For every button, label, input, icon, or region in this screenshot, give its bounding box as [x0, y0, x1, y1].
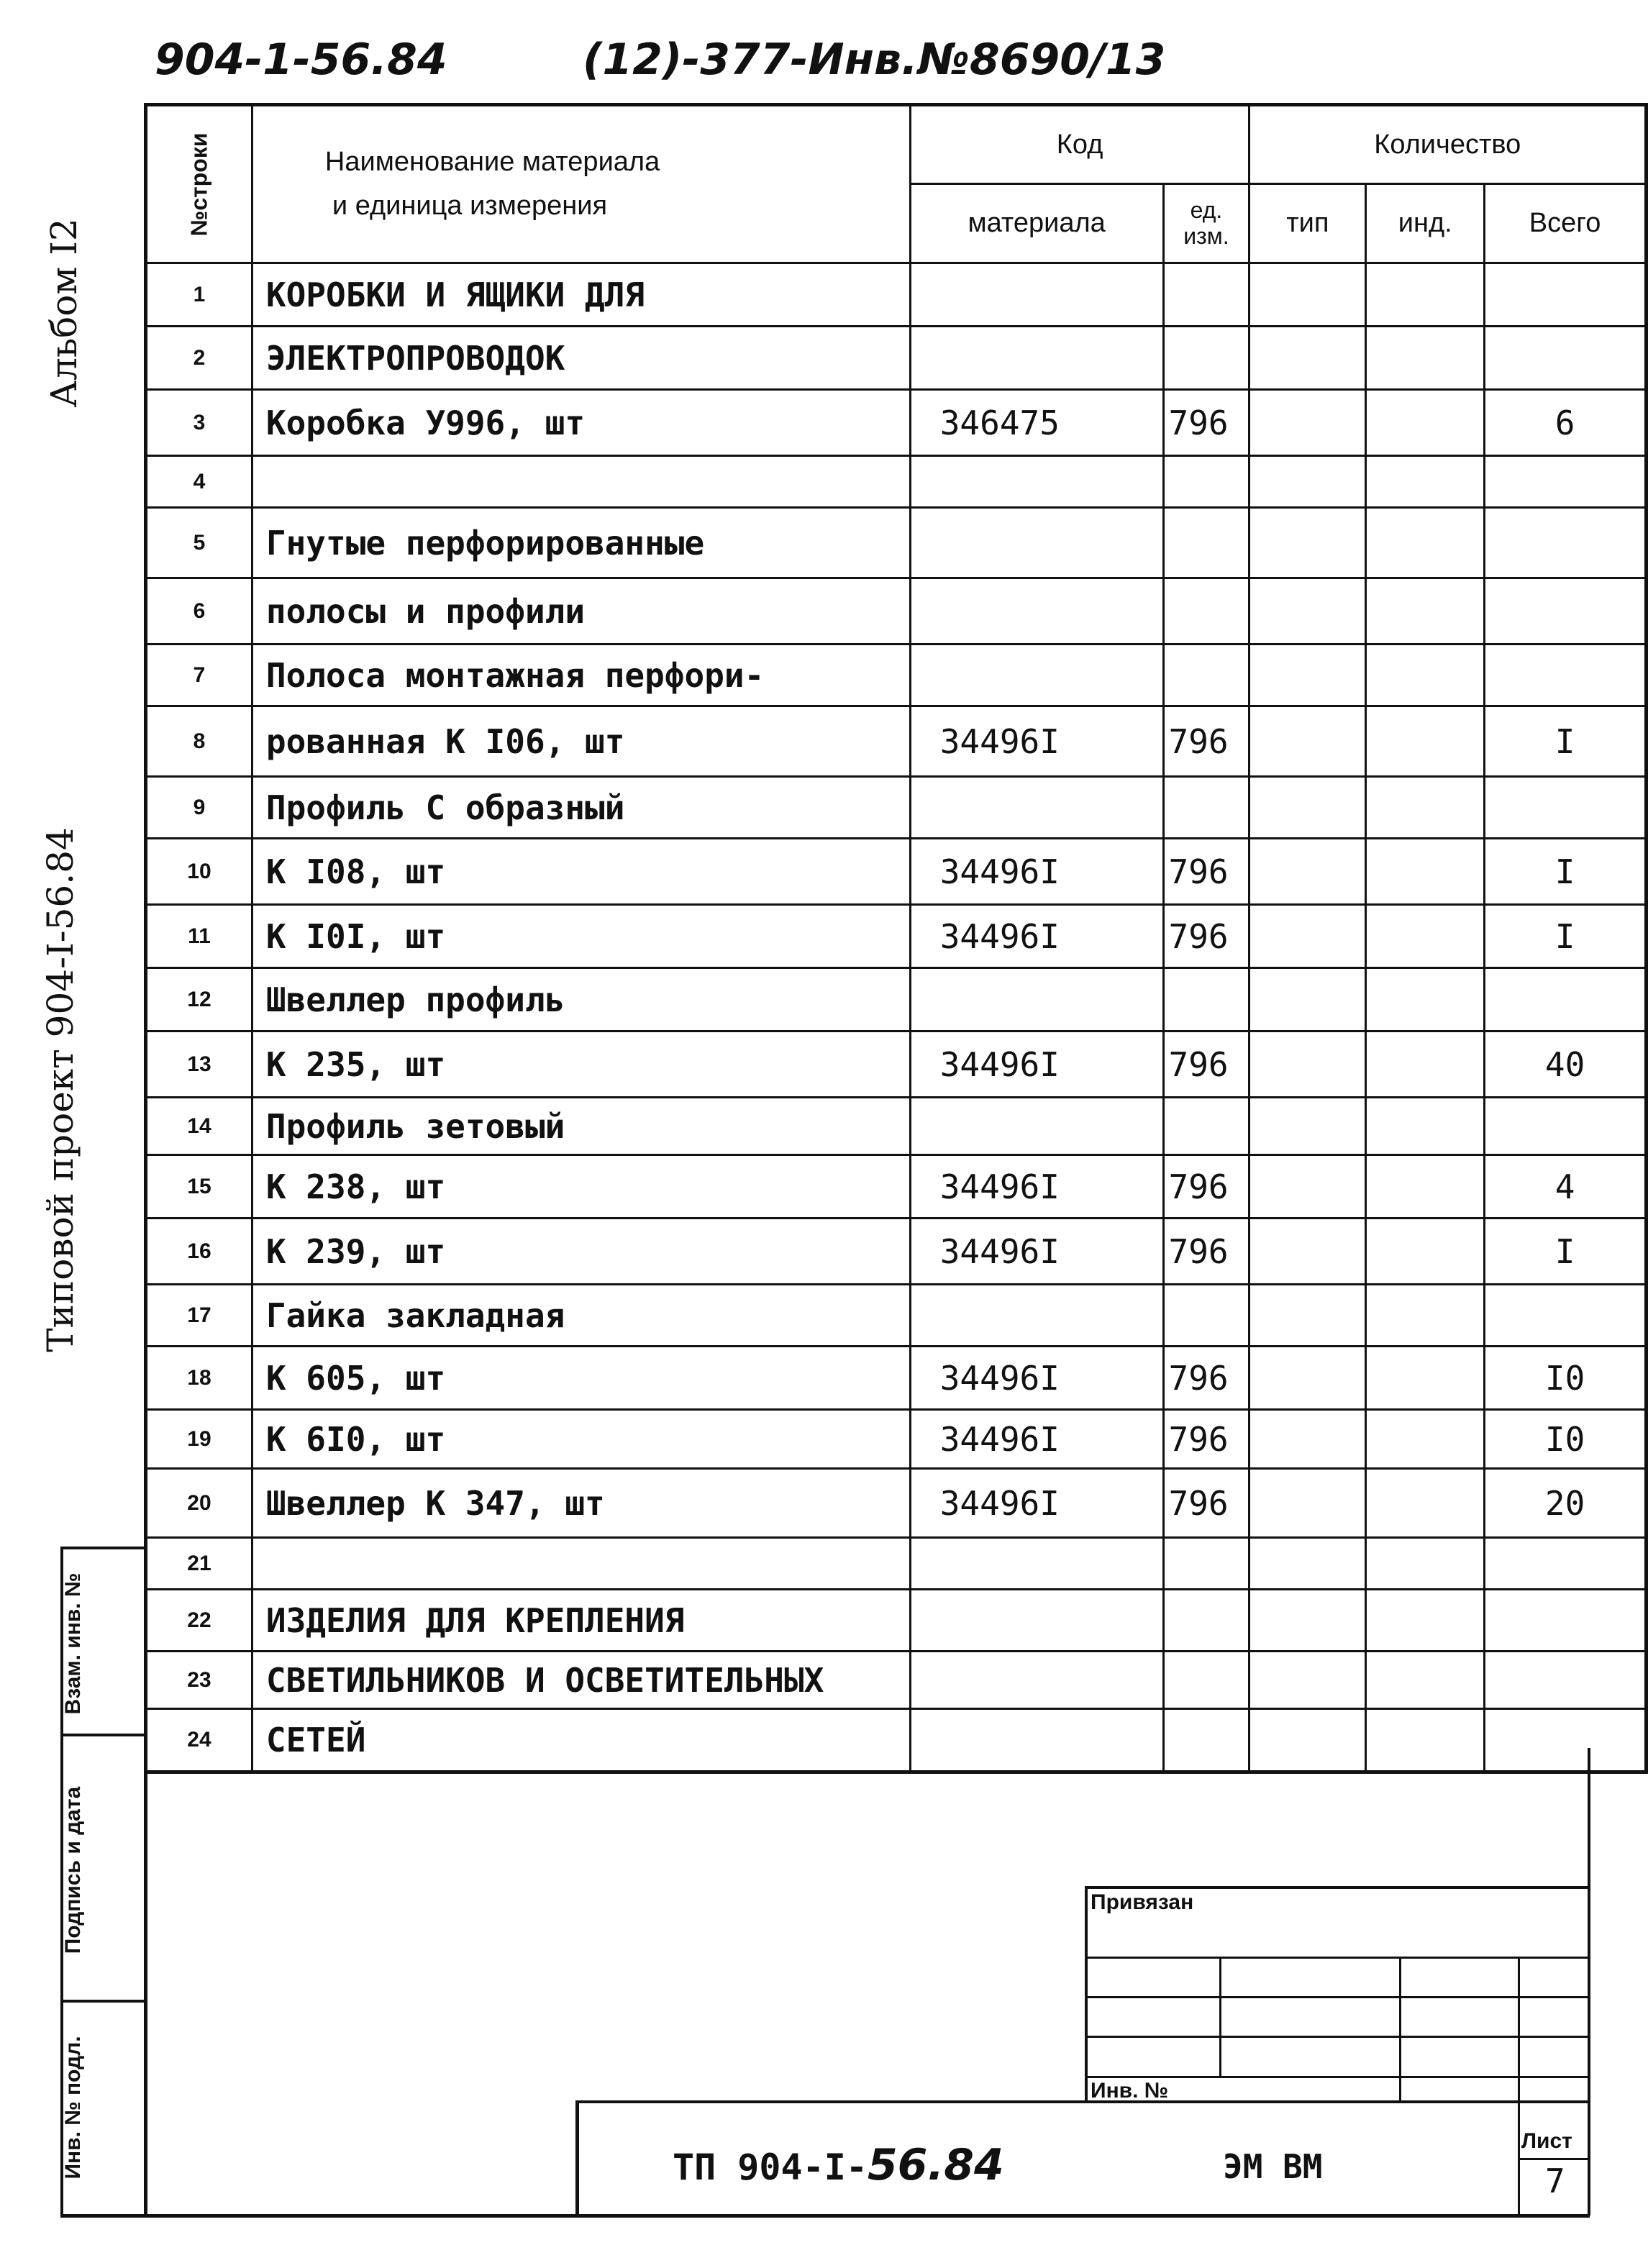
row-number-cell: 18 — [146, 1347, 252, 1410]
qty-total-cell — [1485, 1652, 1647, 1709]
unit-code-cell — [1163, 578, 1249, 645]
table-row — [146, 327, 1647, 390]
table-row — [146, 1219, 1647, 1285]
table-row — [146, 1652, 1647, 1709]
unit-code-cell — [1163, 1652, 1249, 1709]
unit-code-cell — [1163, 1709, 1249, 1772]
material-code-cell: 34496I — [910, 839, 1163, 905]
qty-total-cell: 40 — [1485, 1031, 1647, 1098]
material-name-cell: Полоса монтажная перфори- — [252, 645, 910, 706]
qty-ind-cell — [1366, 1652, 1485, 1709]
unit-code-cell — [1163, 777, 1249, 839]
col-row-number-header: №строки — [146, 105, 252, 263]
table-row — [146, 508, 1647, 578]
qty-type-cell — [1249, 1155, 1366, 1219]
row-number-cell: 23 — [146, 1652, 252, 1709]
qty-total-cell — [1485, 578, 1647, 645]
qty-type-cell — [1249, 1410, 1366, 1469]
qty-type-cell — [1249, 1285, 1366, 1347]
material-code-cell — [910, 1285, 1163, 1347]
replace-inv-label: Взам. инв. № — [61, 1572, 85, 1715]
material-code-cell — [910, 456, 1163, 508]
col-quantity-header: Количество — [1249, 105, 1647, 184]
row-number-cell: 5 — [146, 508, 252, 578]
bound-box-col-3 — [1518, 1957, 1520, 2215]
unit-code-cell: 796 — [1163, 1031, 1249, 1098]
row-number-cell: 17 — [146, 1285, 252, 1347]
col-unit-header: ед. изм. — [1163, 184, 1249, 263]
qty-total-cell — [1485, 968, 1647, 1031]
row-number-cell: 7 — [146, 645, 252, 706]
qty-type-cell — [1249, 1031, 1366, 1098]
row-number-cell: 2 — [146, 327, 252, 390]
sign-date-label: Подпись и дата — [61, 1786, 85, 1954]
qty-type-cell — [1249, 968, 1366, 1031]
qty-type-cell — [1249, 456, 1366, 508]
qty-type-cell — [1249, 390, 1366, 456]
qty-total-cell — [1485, 263, 1647, 327]
qty-ind-cell — [1366, 1155, 1485, 1219]
table-row — [146, 1469, 1647, 1538]
unit-code-cell — [1163, 645, 1249, 706]
material-name-cell: К 235, шт — [252, 1031, 910, 1098]
material-name-cell: Гайка закладная — [252, 1285, 910, 1347]
col-material-header: материала — [910, 184, 1163, 263]
qty-type-cell — [1249, 578, 1366, 645]
qty-type-cell — [1249, 839, 1366, 905]
unit-code-cell: 796 — [1163, 839, 1249, 905]
row-number-cell: 13 — [146, 1031, 252, 1098]
unit-code-cell: 796 — [1163, 1469, 1249, 1538]
bound-box-col-2 — [1399, 1957, 1401, 2100]
table-row — [146, 578, 1647, 645]
material-code-cell — [910, 508, 1163, 578]
material-name-cell: Профиль С образный — [252, 777, 910, 839]
qty-type-cell — [1249, 263, 1366, 327]
col-total-header: Всего — [1485, 184, 1647, 263]
qty-ind-cell — [1366, 508, 1485, 578]
sheet-cell-divider — [1518, 2158, 1590, 2160]
table-row — [146, 1590, 1647, 1652]
material-name-cell: ИЗДЕЛИЯ ДЛЯ КРЕПЛЕНИЯ — [252, 1590, 910, 1652]
unit-code-cell: 796 — [1163, 1219, 1249, 1285]
row-number-cell: 6 — [146, 578, 252, 645]
bound-label: Привязан — [1091, 1890, 1194, 1914]
qty-type-cell — [1249, 327, 1366, 390]
qty-type-cell — [1249, 645, 1366, 706]
material-code-cell: 34496I — [910, 905, 1163, 968]
inventory-number-handwritten: (12)-377-Инв.№8690/13 — [583, 35, 1166, 85]
qty-total-cell — [1485, 1709, 1647, 1772]
col-code-header: Код — [910, 105, 1249, 184]
unit-code-cell — [1163, 327, 1249, 390]
stamp-top — [60, 1547, 147, 1549]
project-label: Типовой проект 904-I-56.84 — [40, 827, 81, 1352]
qty-ind-cell — [1366, 1469, 1485, 1538]
material-name-cell: Швеллер К 347, шт — [252, 1469, 910, 1538]
row-number-cell: 15 — [146, 1155, 252, 1219]
document-code: ТП 904-I-56.84 — [673, 2140, 1004, 2190]
material-name-cell: СЕТЕЙ — [252, 1709, 910, 1772]
material-name-cell: К 239, шт — [252, 1219, 910, 1285]
material-code-cell: 34496I — [910, 1410, 1163, 1469]
qty-ind-cell — [1366, 1285, 1485, 1347]
table-row — [146, 645, 1647, 706]
unit-code-cell: 796 — [1163, 905, 1249, 968]
table-row — [146, 1538, 1647, 1590]
material-code-cell — [910, 263, 1163, 327]
material-code-cell — [910, 777, 1163, 839]
right-border — [1588, 1748, 1590, 2215]
unit-code-cell: 796 — [1163, 1155, 1249, 1219]
material-name-cell: К 238, шт — [252, 1155, 910, 1219]
material-name-cell: КОРОБКИ И ЯЩИКИ ДЛЯ — [252, 263, 910, 327]
qty-type-cell — [1249, 1709, 1366, 1772]
qty-type-cell — [1249, 777, 1366, 839]
material-name-cell: К I08, шт — [252, 839, 910, 905]
qty-ind-cell — [1366, 905, 1485, 968]
row-number-cell: 20 — [146, 1469, 252, 1538]
bound-box-row-4 — [1085, 2076, 1590, 2078]
table-row — [146, 905, 1647, 968]
bound-box-col-1 — [1219, 1957, 1221, 2076]
qty-ind-cell — [1366, 839, 1485, 905]
table-body — [146, 263, 1647, 1772]
qty-ind-cell — [1366, 1410, 1485, 1469]
table-row — [146, 1155, 1647, 1219]
sheet-label: Лист — [1521, 2129, 1572, 2153]
qty-ind-cell — [1366, 1098, 1485, 1155]
material-name-cell: полосы и профили — [252, 578, 910, 645]
material-code-cell — [910, 1098, 1163, 1155]
qty-total-cell: I0 — [1485, 1410, 1647, 1469]
material-name-cell: Швеллер профиль — [252, 968, 910, 1031]
bound-box-top — [1085, 1886, 1590, 1889]
qty-total-cell — [1485, 456, 1647, 508]
material-name-cell — [252, 1538, 910, 1590]
material-code-cell — [910, 327, 1163, 390]
album-label: Альбом I2 — [43, 218, 85, 408]
material-code-cell: 346475 — [910, 390, 1163, 456]
col-ind-header: инд. — [1366, 184, 1485, 263]
qty-total-cell: 4 — [1485, 1155, 1647, 1219]
bound-box-left — [1085, 1886, 1088, 2102]
row-number-cell: 8 — [146, 706, 252, 777]
unit-code-cell: 796 — [1163, 390, 1249, 456]
material-name-cell: рованная К I06, шт — [252, 706, 910, 777]
unit-code-cell — [1163, 1098, 1249, 1155]
qty-ind-cell — [1366, 1219, 1485, 1285]
material-code-cell: 34496I — [910, 1469, 1163, 1538]
qty-ind-cell — [1366, 327, 1485, 390]
qty-ind-cell — [1366, 968, 1485, 1031]
qty-total-cell — [1485, 645, 1647, 706]
material-name-cell: К I0I, шт — [252, 905, 910, 968]
table-row — [146, 456, 1647, 508]
table-row — [146, 777, 1647, 839]
material-code-cell — [910, 1652, 1163, 1709]
qty-type-cell — [1249, 1652, 1366, 1709]
unit-code-cell — [1163, 1538, 1249, 1590]
qty-ind-cell — [1366, 578, 1485, 645]
row-number-cell: 1 — [146, 263, 252, 327]
qty-total-cell — [1485, 327, 1647, 390]
qty-total-cell: I — [1485, 706, 1647, 777]
bound-box-row-1 — [1085, 1957, 1590, 1959]
material-name-cell: К 6I0, шт — [252, 1410, 910, 1469]
qty-ind-cell — [1366, 1347, 1485, 1410]
qty-total-cell: 6 — [1485, 390, 1647, 456]
material-name-cell: Коробка У996, шт — [252, 390, 910, 456]
material-code-cell — [910, 645, 1163, 706]
table-row — [146, 1031, 1647, 1098]
qty-type-cell — [1249, 1098, 1366, 1155]
unit-code-cell — [1163, 1285, 1249, 1347]
qty-ind-cell — [1366, 706, 1485, 777]
qty-type-cell — [1249, 905, 1366, 968]
row-number-cell: 4 — [146, 456, 252, 508]
qty-total-cell: I — [1485, 905, 1647, 968]
material-code-cell: 34496I — [910, 1155, 1163, 1219]
stamp-bottom — [60, 2214, 1590, 2218]
table-row — [146, 968, 1647, 1031]
row-number-cell: 11 — [146, 905, 252, 968]
table-row — [146, 390, 1647, 456]
qty-ind-cell — [1366, 1709, 1485, 1772]
row-number-cell: 16 — [146, 1219, 252, 1285]
qty-ind-cell — [1366, 777, 1485, 839]
unit-code-cell — [1163, 968, 1249, 1031]
qty-total-cell — [1485, 1538, 1647, 1590]
qty-ind-cell — [1366, 263, 1485, 327]
inv-orig-label: Инв. № подл. — [61, 2036, 85, 2180]
qty-total-cell: I0 — [1485, 1347, 1647, 1410]
table-row — [146, 706, 1647, 777]
qty-total-cell: I — [1485, 839, 1647, 905]
titleblock-top-border — [575, 2100, 1590, 2103]
inv-no-label: Инв. № — [1091, 2079, 1169, 2103]
material-name-cell — [252, 456, 910, 508]
titleblock-left-border — [575, 2100, 579, 2215]
unit-code-cell — [1163, 263, 1249, 327]
material-code-cell: 34496I — [910, 1219, 1163, 1285]
qty-type-cell — [1249, 508, 1366, 578]
table-row — [146, 1410, 1647, 1469]
material-name-cell: Гнутые перфорированные — [252, 508, 910, 578]
qty-ind-cell — [1366, 456, 1485, 508]
table-row — [146, 1709, 1647, 1772]
qty-total-cell — [1485, 1285, 1647, 1347]
material-code-cell — [910, 968, 1163, 1031]
stamp-divider-2 — [60, 2000, 147, 2003]
bound-box-row-3 — [1085, 2036, 1590, 2038]
qty-total-cell: I — [1485, 1219, 1647, 1285]
material-name-cell: СВЕТИЛЬНИКОВ И ОСВЕТИТЕЛЬНЫХ — [252, 1652, 910, 1709]
table-row — [146, 1347, 1647, 1410]
qty-type-cell — [1249, 1219, 1366, 1285]
qty-total-cell — [1485, 1098, 1647, 1155]
qty-ind-cell — [1366, 1031, 1485, 1098]
sheet-mark: ЭМ ВМ — [1223, 2147, 1323, 2186]
doc-number-handwritten: 904-1-56.84 — [155, 35, 447, 85]
table-row — [146, 1285, 1647, 1347]
row-number-cell: 12 — [146, 968, 252, 1031]
unit-code-cell: 796 — [1163, 1410, 1249, 1469]
row-number-cell: 22 — [146, 1590, 252, 1652]
qty-ind-cell — [1366, 645, 1485, 706]
unit-code-cell: 796 — [1163, 706, 1249, 777]
row-number-cell: 21 — [146, 1538, 252, 1590]
unit-code-cell — [1163, 1590, 1249, 1652]
qty-total-cell — [1485, 777, 1647, 839]
qty-ind-cell — [1366, 390, 1485, 456]
col-name-header: Наименование материала и единица измерения — [252, 105, 910, 263]
material-name-cell: Профиль зетовый — [252, 1098, 910, 1155]
material-code-cell — [910, 1709, 1163, 1772]
material-name-cell: К 605, шт — [252, 1347, 910, 1410]
qty-total-cell — [1485, 508, 1647, 578]
specification-table — [144, 103, 1648, 1774]
unit-code-cell: 796 — [1163, 1347, 1249, 1410]
material-code-cell — [910, 578, 1163, 645]
unit-code-cell — [1163, 456, 1249, 508]
col-type-header: тип — [1249, 184, 1366, 263]
qty-total-cell — [1485, 1590, 1647, 1652]
qty-type-cell — [1249, 1590, 1366, 1652]
row-number-cell: 24 — [146, 1709, 252, 1772]
row-number-cell: 9 — [146, 777, 252, 839]
qty-total-cell: 20 — [1485, 1469, 1647, 1538]
qty-type-cell — [1249, 706, 1366, 777]
row-number-cell: 10 — [146, 839, 252, 905]
material-code-cell: 34496I — [910, 1347, 1163, 1410]
sheet-number: 7 — [1545, 2162, 1565, 2200]
material-name-cell: ЭЛЕКТРОПРОВОДОК — [252, 327, 910, 390]
material-code-cell: 34496I — [910, 706, 1163, 777]
qty-type-cell — [1249, 1469, 1366, 1538]
material-code-cell: 34496I — [910, 1031, 1163, 1098]
stamp-divider-1 — [60, 1734, 147, 1736]
table-row — [146, 263, 1647, 327]
qty-type-cell — [1249, 1538, 1366, 1590]
qty-type-cell — [1249, 1347, 1366, 1410]
material-code-cell — [910, 1538, 1163, 1590]
qty-ind-cell — [1366, 1538, 1485, 1590]
unit-code-cell — [1163, 508, 1249, 578]
bound-box-row-2 — [1085, 1996, 1590, 1998]
row-number-cell: 19 — [146, 1410, 252, 1469]
table-row — [146, 1098, 1647, 1155]
row-number-cell: 3 — [146, 390, 252, 456]
material-code-cell — [910, 1590, 1163, 1652]
table-row — [146, 839, 1647, 905]
qty-ind-cell — [1366, 1590, 1485, 1652]
row-number-cell: 14 — [146, 1098, 252, 1155]
